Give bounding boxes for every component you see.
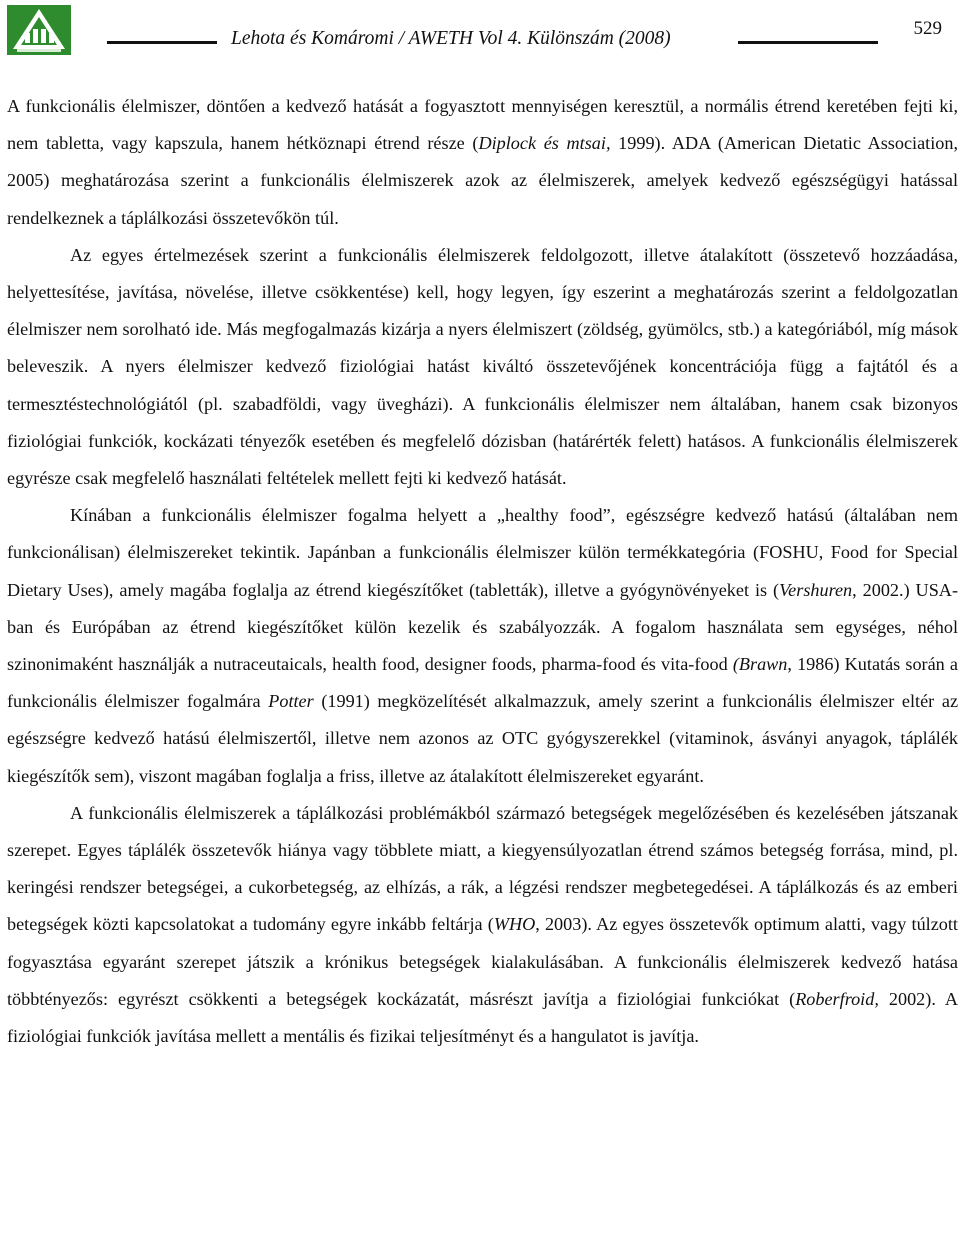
journal-logo-icon xyxy=(7,5,71,55)
paragraph-text: A funkcionális élelmiszerek a táplálkozási problémákból származó betegségek megelőzésében és kezelésében játszanak szerepet. Egyes táplálék összetevők hiánya vagy többlete miatt, a kiegyensúlyozatlan étrend számos betegség forrása, mind, pl. keringési rendszer betegségei, a cukorbetegség, az elhízás, a rák, a légzési rendszer megbetegedései. A táplálkozás és az emberi betegségek közti kapcsolatokat a tudomány egyre inkább feltárja ( xyxy=(7,802,958,935)
paragraph-text: 2002). A fiziológiai funkciók javítása mellett a mentális és fizikai teljesítményt és a hangulatot is javítja. xyxy=(7,988,958,1047)
paragraph-text: A funkcionális élelmiszer, döntően a kedvező hatását a fogyasztott mennyiségen keresztül, a normális étrend keretében fejti ki, nem tabletta, vagy kapszula, hanem hétköznapi étrend része ( xyxy=(7,96,958,154)
citation-text: WHO xyxy=(493,914,536,935)
paragraph xyxy=(7,795,958,1055)
paragraph-text: , 1986) Kutatás során a funkcionális élelmiszer fogalmára xyxy=(7,654,958,712)
paragraph-text: Az egyes értelmezések szerint a funkcionális élelmiszerek feldolgozott, illetve átalakított (összetevő hozzáadása, helyettesítése, javítása, növelése, illetve csökkentése) kell, hogy legyen, így eszerint a meghatározás szerint a feldolgozatlan élelmiszer nem sorolható ide. Más megfogalmazás kizárja a nyers élelmiszert (zöldség, gyümölcs, stb.) a kategóriából, míg mások beleveszik. A nyers élelmiszer kedvező fiziológiai hatást kiváltó összetevőjének koncentrációja függ a fajtától és a termesztéstechnológiától (pl. szabadföldi, vagy üvegházi). A funkcionális élelmiszer nem általában, hanem csak bizonyos fiziológiai funkciók, kockázati tényezők esetében és megfelelő dózisban (határérték felett) hatásos. A funkcionális élelmiszerek egyrésze csak megfelelő használati feltételek mellett fejti ki kedvező hatását. xyxy=(7,244,958,489)
article-body xyxy=(7,88,958,1055)
page-header xyxy=(0,0,960,62)
header-rule-right xyxy=(738,41,878,44)
paragraph-text: , 2003). Az egyes összetevők optimum alatti, vagy túlzott fogyasztása egyaránt szerepet játszik a krónikus betegségek kialakulásában. A funkcionális élelmiszerek kedvező hatása többtényezős: egyrészt csökkenti a betegségek kockázatát, másrészt javítja a fiziológiai funkciókat ( xyxy=(7,914,958,1009)
paragraph-text: 1999). ADA (American Dietatic Association, 2005) meghatározása szerint a funkcionális élelmiszerek azok az élelmiszerek, amelyek kedvező egészségügyi hatással rendelkeznek a táplálkozási összetevőkön túl. xyxy=(7,133,958,228)
paragraph-text: , 2002.) USA-ban és Európában az étrend kiegészítőket külön kezelik és szabályozzák. A fogalom használata sem egységes, néhol szinonimaként használják a nutraceutaicals, health food, designer foods, pharma-food és vita-food xyxy=(7,579,958,675)
running-head: Lehota és Komáromi / AWETH Vol 4. Különszám (2008) xyxy=(231,28,671,49)
header-rule-left xyxy=(107,41,217,44)
paragraph xyxy=(7,88,958,237)
paragraph-text: (1991) megközelítését alkalmazzuk, amely szerint a funkcionális élelmiszer eltér az egészségre kedvező hatású élelmiszertől, illetve nem azonos az OTC gyógyszerekkel (vitaminok, ásványi anyagok, táplálék kiegészítők sem), viszont magában foglalja a friss, illetve az átalakított élelmiszereket egyaránt. xyxy=(7,691,959,786)
citation-text: Diplock és mtsai, xyxy=(478,133,611,154)
paragraph-text: Kínában a funkcionális élelmiszer fogalma helyett a „healthy food”, egészségre kedvező hatású (általában nem funkcionálisan) élelmiszereket tekintik. Japánban a funkcionális élelmiszer külön termékkategória (FOSHU, Food for Special Dietary Uses), amely magába foglalja az étrend kiegészítőket (tabletták), illetve a gyógynövényeket is ( xyxy=(7,505,958,600)
citation-text: Vershuren xyxy=(779,579,853,600)
paragraph xyxy=(7,237,958,497)
paragraph xyxy=(7,497,958,795)
citation-text: (Brawn xyxy=(732,654,788,675)
citation-text: Potter xyxy=(268,691,314,712)
page-number: 529 xyxy=(913,18,942,39)
citation-text: Roberfroid, xyxy=(795,988,879,1009)
